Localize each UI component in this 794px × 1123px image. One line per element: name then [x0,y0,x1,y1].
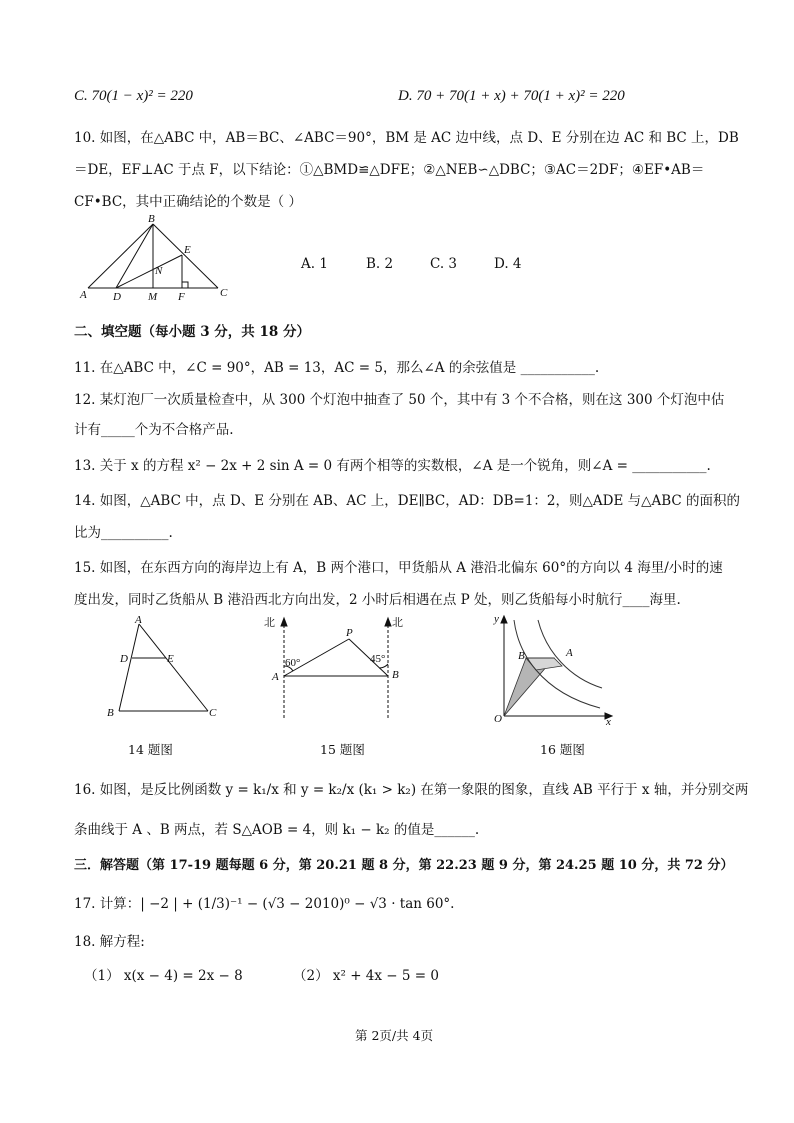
fig15-label-p: P [346,627,353,639]
q10-label-f: F [178,291,185,303]
q14-line2: 比为__________. [74,525,173,541]
fig15-angle-a: 60° [285,657,301,669]
q11-text: 11. 在△ABC 中，∠C = 90°，AB = 13，AC = 5，那么∠A 的余弦值是 ___________. [74,360,600,376]
fig14-label-e: E [167,653,174,665]
q18-title: 18. 解方程: [74,934,145,950]
q10-label-a: A [80,289,87,301]
fig15-north-right: 北 [392,617,403,629]
figure-14 [105,614,235,724]
q10-option-a: A. 1 [301,256,328,272]
q10-label-e: E [184,244,191,256]
q18-part1: （1） x(x − 4) = 2x − 8 [84,968,243,984]
fig15-angle-b: 45° [370,653,386,665]
fig14-label-b: B [107,707,114,719]
q10-option-d: D. 4 [494,256,522,272]
q10-figure [78,212,238,306]
fig14-label-a: A [135,614,142,626]
q10-label-b: B [148,213,155,225]
fig15-north-left: 北 [264,617,275,629]
q17-text: 17. 计算：| −2 | + (1/3)⁻¹ − (√3 − 2010)⁰ − √3 · tan 60°. [74,896,455,912]
q10-line3: CF•BC，其中正确结论的个数是（ ） [74,194,302,210]
q9-option-c: C. 70(1 − x)² = 220 [74,88,193,104]
fig14-label-c: C [209,707,217,719]
fig15-caption: 15 题图 [320,742,365,757]
section2-title: 二、填空题（每小题 3 分，共 18 分） [74,324,310,340]
q12-line2: 计有_____个为不合格产品. [74,422,234,438]
q13-text: 13. 关于 x 的方程 x² − 2x + 2 sin A = 0 有两个相等的实数根，∠A 是一个锐角，则∠A = ___________. [74,458,711,474]
fig16-label-o: O [494,713,502,725]
fig16-label-b: B [518,650,525,662]
page-footer: 第 2页/共 4页 [355,1028,434,1043]
q16-line1: 16. 如图，是反比例函数 y = k₁/x 和 y = k₂/x (k₁ > k₂) 在第一象限的图象，直线 AB 平行于 x 轴，并分别交两 [74,782,749,798]
q10-option-c: C. 3 [430,256,458,272]
fig14-label-d: D [120,653,128,665]
q15-line1: 15. 如图，在东西方向的海岸边上有 A，B 两个港口，甲货船从 A 港沿北偏东 60°的方向以 4 海里/小时的速 [74,560,723,576]
q10-label-c: C [220,287,228,299]
q10-label-n: N [155,265,163,277]
q10-label-m: M [148,291,158,303]
fig16-label-x: x [606,716,611,727]
q10-option-b: B. 2 [366,256,394,272]
fig15-label-b: B [392,669,399,681]
section3-title: 三．解答题（第 17-19 题每题 6 分，第 20.21 题 8 分，第 22.23 题 9 分，第 24.25 题 10 分，共 72 分） [74,858,734,873]
fig14-caption: 14 题图 [128,742,173,757]
q10-line1: 10. 如图，在△ABC 中，AB＝BC、∠ABC＝90°，BM 是 AC 边中线，点 D、E 分别在边 AC 和 BC 上，DB [74,130,739,146]
q10-line2: ＝DE，EF⊥AC 于点 F，以下结论：①△BMD≌△DFE；②△NEB∽△DBC；③AC＝2DF；④EF•AB＝ [74,162,705,178]
q14-line1: 14. 如图，△ABC 中，点 D、E 分别在 AB、AC 上，DE∥BC，AD：DB=1：2，则△ADE 与△ABC 的面积的 [74,493,741,509]
q9-option-d: D. 70 + 70(1 + x) + 70(1 + x)² = 220 [398,88,625,104]
fig16-label-a: A [566,647,573,659]
fig15-label-a: A [272,671,279,683]
q18-part2: （2） x² + 4x − 5 = 0 [293,968,439,984]
q16-line2: 条曲线于 A 、B 两点，若 S△AOB = 4，则 k₁ − k₂ 的值是______. [74,822,480,838]
figure-16 [490,612,620,727]
fig16-label-y: y [494,613,499,625]
q10-label-d: D [113,291,121,303]
q12-line1: 12. 某灯泡厂一次质量检查中，从 300 个灯泡中抽查了 50 个，其中有 3 个不合格，则在这 300 个灯泡中估 [74,392,725,408]
q15-line2: 度出发，同时乙货船从 B 港沿西北方向出发，2 小时后相遇在点 P 处，则乙货船每小时航行____海里. [74,592,681,608]
fig16-caption: 16 题图 [540,742,585,757]
figure-15 [262,614,422,724]
